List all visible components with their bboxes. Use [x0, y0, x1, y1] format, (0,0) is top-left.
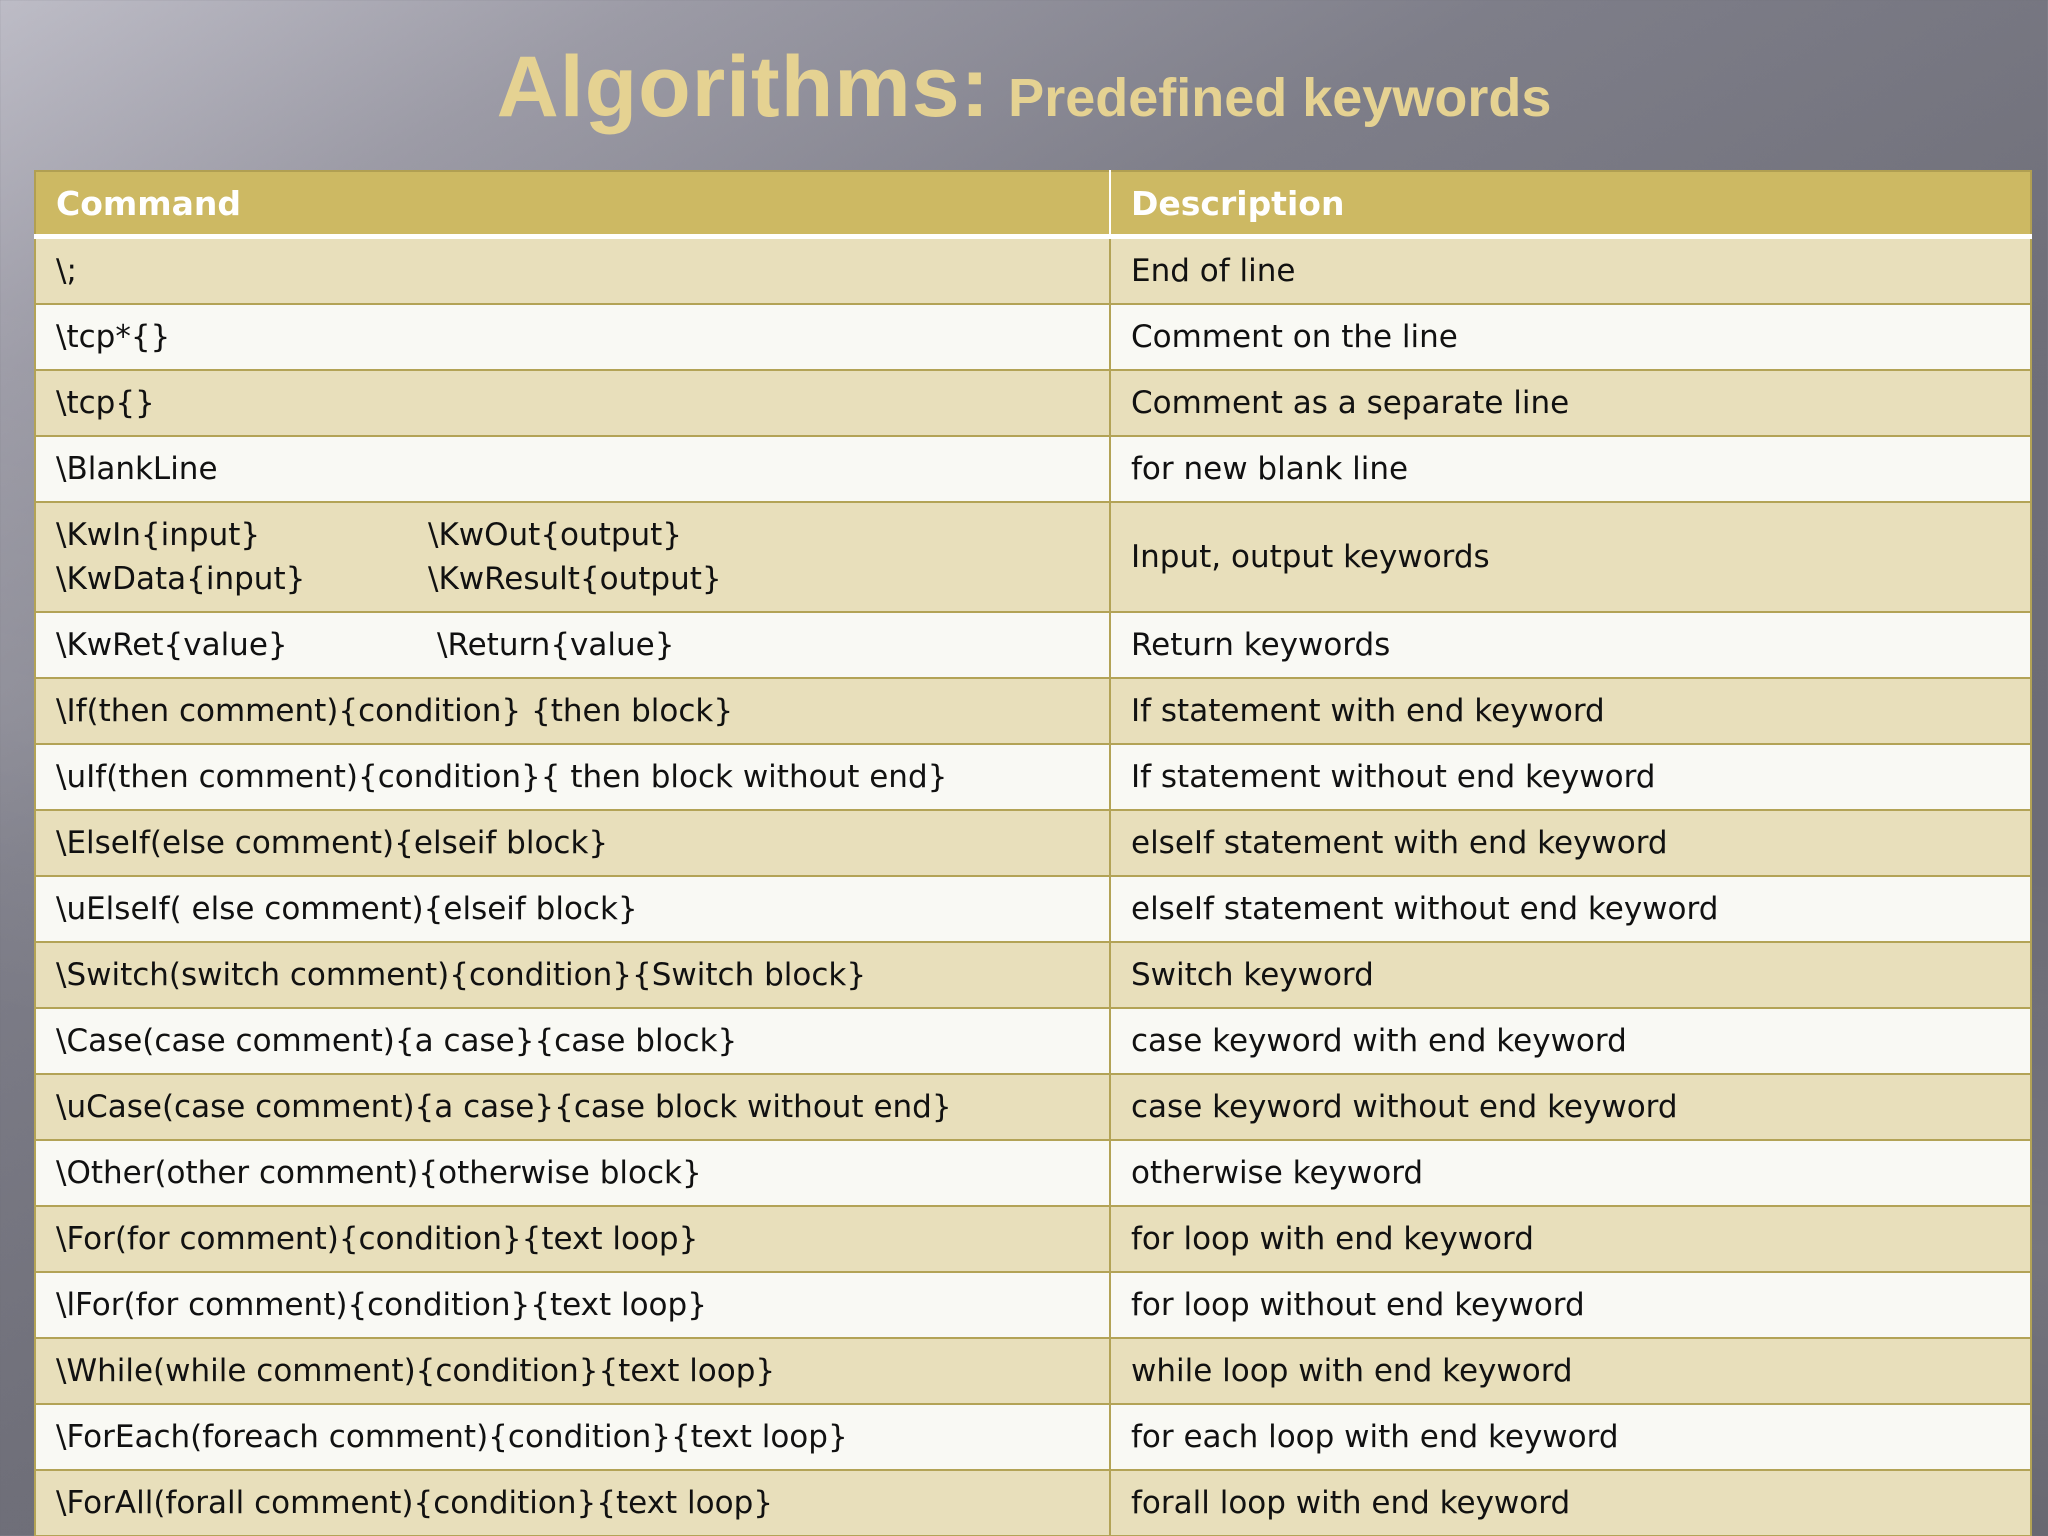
- command-part: \KwIn{input}: [56, 517, 261, 553]
- table-row: [35, 1272, 2031, 1338]
- description-cell: otherwise keyword: [1110, 1140, 2031, 1206]
- table-row: [35, 876, 2031, 942]
- command-cell: \uCase(case comment){a case}{case block without end}: [35, 1074, 1110, 1140]
- table-row: [35, 1206, 2031, 1272]
- command-cell: \;: [35, 237, 1110, 305]
- command-pair: [56, 513, 682, 557]
- description-cell: case keyword with end keyword: [1110, 1008, 2031, 1074]
- description-cell: case keyword without end keyword: [1110, 1074, 2031, 1140]
- description-cell: for each loop with end keyword: [1110, 1404, 2031, 1470]
- table-row: [35, 1338, 2031, 1404]
- description-cell: for new blank line: [1110, 436, 2031, 502]
- command-part: \KwOut{output}: [428, 517, 683, 553]
- table-row: [35, 810, 2031, 876]
- command-cell: \lFor(for comment){condition}{text loop}: [35, 1272, 1110, 1338]
- header-command: Command: [35, 171, 1110, 237]
- command-cell: \Switch(switch comment){condition}{Switch block}: [35, 942, 1110, 1008]
- command-cell: \For(for comment){condition}{text loop}: [35, 1206, 1110, 1272]
- command-part: \KwData{input}: [56, 561, 306, 597]
- header-row: [35, 171, 2031, 237]
- title-subtitle: Predefined keywords: [1008, 68, 1552, 128]
- command-cell: \ElseIf(else comment){elseif block}: [35, 810, 1110, 876]
- command-part: \KwRet{value}: [56, 627, 288, 663]
- command-cell: \uIf(then comment){condition}{ then block without end}: [35, 744, 1110, 810]
- table-row: [35, 436, 2031, 502]
- command-cell: \tcp{}: [35, 370, 1110, 436]
- title-main: Algorithms:: [496, 39, 991, 135]
- description-cell: If statement without end keyword: [1110, 744, 2031, 810]
- table-row: [35, 502, 2031, 612]
- command-cell: \uElseIf( else comment){elseif block}: [35, 876, 1110, 942]
- table-row: [35, 942, 2031, 1008]
- command-stack: [56, 513, 1089, 601]
- description-cell: elseIf statement with end keyword: [1110, 810, 2031, 876]
- description-cell: Return keywords: [1110, 612, 2031, 678]
- command-cell: [35, 612, 1110, 678]
- table-row: [35, 1470, 2031, 1536]
- description-cell: Switch keyword: [1110, 942, 2031, 1008]
- description-cell: for loop with end keyword: [1110, 1206, 2031, 1272]
- table-row: [35, 1404, 2031, 1470]
- table-body: [35, 237, 2031, 1536]
- description-cell: Input, output keywords: [1110, 502, 2031, 612]
- command-cell: \Case(case comment){a case}{case block}: [35, 1008, 1110, 1074]
- description-cell: forall loop with end keyword: [1110, 1470, 2031, 1536]
- keywords-table: [34, 170, 2032, 1536]
- keywords-table-container: [34, 170, 2030, 1536]
- header-description: Description: [1110, 171, 2031, 237]
- description-cell: If statement with end keyword: [1110, 678, 2031, 744]
- table-row: [35, 1074, 2031, 1140]
- command-cell: \If(then comment){condition} {then block}: [35, 678, 1110, 744]
- table-row: [35, 237, 2031, 305]
- command-cell: \ForEach(foreach comment){condition}{text loop}: [35, 1404, 1110, 1470]
- page-title: [0, 38, 2048, 137]
- description-cell: Comment as a separate line: [1110, 370, 2031, 436]
- description-cell: End of line: [1110, 237, 2031, 305]
- table-row: [35, 744, 2031, 810]
- command-cell: \ForAll(forall comment){condition}{text loop}: [35, 1470, 1110, 1536]
- command-cell: \Other(other comment){otherwise block}: [35, 1140, 1110, 1206]
- table-row: [35, 304, 2031, 370]
- table-row: [35, 678, 2031, 744]
- table-row: [35, 612, 2031, 678]
- command-cell: \BlankLine: [35, 436, 1110, 502]
- command-cell: \tcp*{}: [35, 304, 1110, 370]
- command-pair: [56, 557, 722, 601]
- table-header: [35, 171, 2031, 237]
- description-cell: elseIf statement without end keyword: [1110, 876, 2031, 942]
- command-part: \KwResult{output}: [428, 561, 722, 597]
- description-cell: Comment on the line: [1110, 304, 2031, 370]
- command-cell: \While(while comment){condition}{text loop}: [35, 1338, 1110, 1404]
- command-pair: [56, 627, 674, 663]
- table-row: [35, 370, 2031, 436]
- table-row: [35, 1008, 2031, 1074]
- command-cell: [35, 502, 1110, 612]
- command-part: \Return{value}: [437, 627, 675, 663]
- description-cell: for loop without end keyword: [1110, 1272, 2031, 1338]
- table-row: [35, 1140, 2031, 1206]
- description-cell: while loop with end keyword: [1110, 1338, 2031, 1404]
